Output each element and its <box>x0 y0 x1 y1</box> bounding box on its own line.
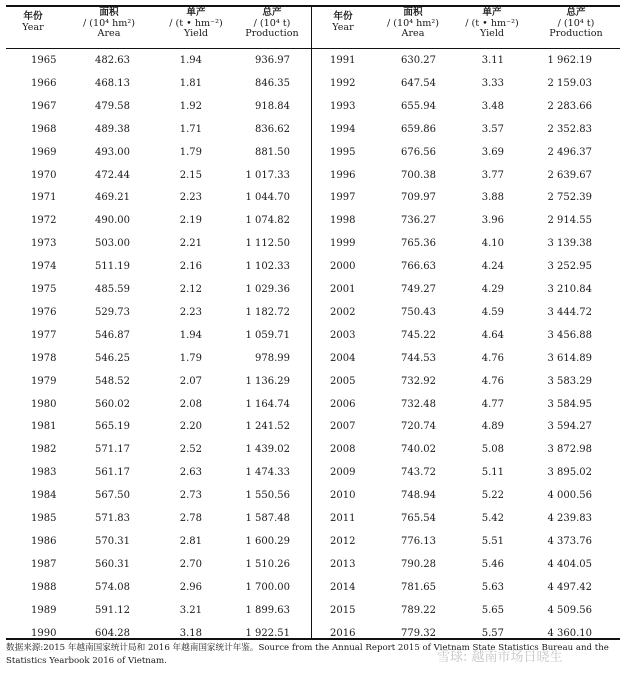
cell-area: 676.56 <box>401 146 436 158</box>
cell-yield: 3.21 <box>179 604 202 616</box>
cell-area: 659.86 <box>401 123 436 135</box>
cell-yield: 1.79 <box>179 352 202 364</box>
cell-yield: 5.51 <box>481 535 504 547</box>
cell-year: 1982 <box>31 444 57 456</box>
header-year-zh: 年份 <box>333 11 353 22</box>
cell-yield: 2.08 <box>179 398 202 410</box>
cell-area: 745.22 <box>401 329 436 341</box>
cell-production: 1 112.50 <box>245 238 290 250</box>
cell-production: 1 587.48 <box>245 513 290 524</box>
table-row <box>0 508 640 530</box>
cell-yield: 2.12 <box>179 284 202 295</box>
cell-yield: 4.76 <box>481 375 504 387</box>
cell-area: 493.00 <box>95 146 130 158</box>
cell-area: 485.59 <box>95 284 130 295</box>
cell-year: 1978 <box>31 352 57 364</box>
cell-production: 2 914.55 <box>547 215 592 227</box>
header-area-en: Area <box>97 28 121 40</box>
cell-year: 2012 <box>330 535 356 547</box>
cell-year: 2009 <box>330 467 356 479</box>
cell-production: 3 139.38 <box>547 238 592 250</box>
cell-area: 570.31 <box>95 535 130 547</box>
cell-production: 4 360.10 <box>547 627 592 639</box>
cell-yield: 2.19 <box>179 215 202 227</box>
header-yield-unit: / (t • hm⁻²) <box>465 17 519 29</box>
cell-yield: 2.78 <box>179 513 202 524</box>
table-row <box>0 439 640 461</box>
cell-area: 790.28 <box>401 558 436 570</box>
header-year-left <box>8 8 58 52</box>
header-production-zh: 总产 <box>566 7 586 18</box>
cell-yield: 5.65 <box>481 604 504 616</box>
cell-production: 936.97 <box>255 55 290 66</box>
header-area-zh: 面积 <box>99 7 119 18</box>
cell-production: 2 352.83 <box>547 123 592 135</box>
cell-yield: 5.46 <box>481 558 504 570</box>
cell-area: 776.13 <box>401 535 436 547</box>
cell-production: 1 474.33 <box>245 467 290 479</box>
cell-year: 1979 <box>31 375 57 387</box>
cell-year: 1999 <box>330 238 356 250</box>
table-row <box>0 119 640 141</box>
cell-yield: 3.11 <box>481 55 504 66</box>
cell-yield: 3.33 <box>481 77 504 89</box>
cell-year: 1966 <box>31 77 57 89</box>
header-yield-unit: / (t • hm⁻²) <box>169 17 223 29</box>
cell-yield: 2.73 <box>179 490 202 502</box>
table-row <box>0 554 640 576</box>
cell-yield: 2.16 <box>179 261 202 273</box>
cell-year: 1990 <box>31 627 57 639</box>
cell-area: 781.65 <box>401 581 436 593</box>
cell-area: 561.17 <box>95 467 130 479</box>
cell-yield: 4.64 <box>481 329 504 341</box>
table-row <box>0 348 640 370</box>
cell-yield: 2.20 <box>179 421 202 433</box>
cell-year: 2016 <box>330 627 356 639</box>
cell-yield: 3.96 <box>481 215 504 227</box>
cell-area: 468.13 <box>95 77 130 89</box>
cell-year: 2006 <box>330 398 356 410</box>
header-yield-zh: 单产 <box>186 7 206 18</box>
header-yield-left <box>156 8 236 48</box>
cell-yield: 2.21 <box>179 238 202 250</box>
cell-year: 1967 <box>31 100 57 112</box>
cell-production: 1 550.56 <box>245 490 290 502</box>
cell-area: 736.27 <box>401 215 436 227</box>
table-row <box>0 256 640 278</box>
cell-production: 1 510.26 <box>245 558 290 570</box>
cell-production: 2 159.03 <box>547 77 592 89</box>
table-row <box>0 485 640 507</box>
table-row <box>0 577 640 599</box>
cell-production: 1 059.71 <box>245 329 290 341</box>
cell-production: 2 639.67 <box>547 169 592 181</box>
cell-year: 1984 <box>31 490 57 502</box>
cell-area: 469.21 <box>95 192 130 204</box>
cell-production: 918.84 <box>255 100 290 112</box>
cell-year: 1976 <box>31 306 57 318</box>
cell-production: 3 456.88 <box>547 329 592 341</box>
cell-production: 1 182.72 <box>245 306 290 318</box>
watermark: 雪球: 越南市场日晓生 <box>437 650 563 665</box>
table-row <box>0 371 640 393</box>
cell-year: 1971 <box>31 192 57 204</box>
cell-yield: 4.76 <box>481 352 504 364</box>
cell-year: 1991 <box>330 55 356 66</box>
cell-area: 546.87 <box>95 329 130 341</box>
header-production-en: Production <box>245 28 299 40</box>
cell-area: 482.63 <box>95 55 130 66</box>
cell-area: 604.28 <box>95 627 130 639</box>
cell-yield: 3.18 <box>179 627 202 639</box>
cell-area: 740.02 <box>401 444 436 456</box>
cell-year: 1985 <box>31 513 57 524</box>
cell-year: 1998 <box>330 215 356 227</box>
cell-yield: 2.96 <box>179 581 202 593</box>
cell-yield: 5.57 <box>481 627 504 639</box>
cell-area: 765.36 <box>401 238 436 250</box>
cell-yield: 2.15 <box>179 169 202 181</box>
cell-yield: 4.59 <box>481 306 504 318</box>
cell-area: 766.63 <box>401 261 436 273</box>
header-production-unit: / (10⁴ t) <box>253 17 291 29</box>
cell-year: 1992 <box>330 77 356 89</box>
cell-production: 3 872.98 <box>547 444 592 456</box>
cell-production: 1 922.51 <box>245 627 290 639</box>
cell-year: 1972 <box>31 215 57 227</box>
cell-area: 503.00 <box>95 238 130 250</box>
cell-area: 709.97 <box>401 192 436 204</box>
cell-yield: 4.10 <box>481 238 504 250</box>
cell-year: 2014 <box>330 581 356 593</box>
cell-yield: 1.79 <box>179 146 202 158</box>
header-area-zh: 面积 <box>403 7 423 18</box>
cell-year: 2000 <box>330 261 356 273</box>
cell-yield: 2.07 <box>179 375 202 387</box>
header-year-right <box>320 8 366 52</box>
cell-production: 1 241.52 <box>245 421 290 433</box>
table-row <box>0 142 640 164</box>
cell-year: 1969 <box>31 146 57 158</box>
cell-production: 3 210.84 <box>547 284 592 295</box>
cell-production: 1 029.36 <box>245 284 290 295</box>
cell-production: 3 614.89 <box>547 352 592 364</box>
cell-year: 1965 <box>31 55 57 66</box>
cell-area: 567.50 <box>95 490 130 502</box>
table-row <box>0 416 640 438</box>
cell-yield: 5.42 <box>481 513 504 524</box>
cell-production: 3 252.95 <box>547 261 592 273</box>
cell-yield: 4.29 <box>481 284 504 295</box>
table-row <box>0 600 640 622</box>
cell-production: 846.35 <box>255 77 290 89</box>
cell-area: 546.25 <box>95 352 130 364</box>
cell-year: 1997 <box>330 192 356 204</box>
cell-area: 732.92 <box>401 375 436 387</box>
cell-production: 2 752.39 <box>547 192 592 204</box>
cell-yield: 5.08 <box>481 444 504 456</box>
cell-production: 1 439.02 <box>245 444 290 456</box>
table-row <box>0 96 640 118</box>
cell-yield: 2.63 <box>179 467 202 479</box>
header-yield-right <box>452 8 532 48</box>
cell-area: 574.08 <box>95 581 130 593</box>
cell-production: 1 899.63 <box>245 604 290 616</box>
cell-area: 591.12 <box>95 604 130 616</box>
cell-year: 1987 <box>31 558 57 570</box>
cell-year: 2004 <box>330 352 356 364</box>
table-row <box>0 302 640 324</box>
cell-year: 1980 <box>31 398 57 410</box>
table-row <box>0 462 640 484</box>
cell-yield: 5.11 <box>481 467 504 479</box>
cell-area: 560.02 <box>95 398 130 410</box>
cell-yield: 2.23 <box>179 306 202 318</box>
cell-production: 1 044.70 <box>245 192 290 204</box>
cell-year: 1968 <box>31 123 57 135</box>
cell-year: 1983 <box>31 467 57 479</box>
cell-production: 3 584.95 <box>547 398 592 410</box>
header-production-zh: 总产 <box>262 7 282 18</box>
cell-year: 1973 <box>31 238 57 250</box>
cell-area: 744.53 <box>401 352 436 364</box>
cell-year: 1995 <box>330 146 356 158</box>
cell-production: 3 444.72 <box>547 306 592 318</box>
cell-yield: 1.94 <box>179 329 202 341</box>
cell-year: 1974 <box>31 261 57 273</box>
table-row <box>0 531 640 553</box>
cell-year: 2001 <box>330 284 356 295</box>
cell-yield: 1.71 <box>179 123 202 135</box>
header-production-unit: / (10⁴ t) <box>557 17 595 29</box>
header-year-en: Year <box>332 21 354 33</box>
cell-yield: 2.23 <box>179 192 202 204</box>
cell-year: 2007 <box>330 421 356 433</box>
cell-area: 749.27 <box>401 284 436 295</box>
cell-year: 1988 <box>31 581 57 593</box>
table-row <box>0 233 640 255</box>
cell-yield: 1.92 <box>179 100 202 112</box>
header-production-en: Production <box>549 28 603 40</box>
cell-year: 1996 <box>330 169 356 181</box>
cell-production: 3 895.02 <box>547 467 592 479</box>
cell-yield: 5.22 <box>481 490 504 502</box>
cell-year: 2013 <box>330 558 356 570</box>
cell-yield: 4.89 <box>481 421 504 433</box>
header-yield-zh: 单产 <box>482 7 502 18</box>
cell-production: 836.62 <box>255 123 290 135</box>
cell-production: 1 600.29 <box>245 535 290 547</box>
cell-yield: 5.63 <box>481 581 504 593</box>
cell-year: 2008 <box>330 444 356 456</box>
cell-yield: 4.24 <box>481 261 504 273</box>
cell-production: 1 074.82 <box>245 215 290 227</box>
cell-area: 647.54 <box>401 77 436 89</box>
table-row <box>0 279 640 301</box>
cell-year: 2005 <box>330 375 356 387</box>
cell-year: 2011 <box>330 513 356 524</box>
cell-yield: 3.77 <box>481 169 504 181</box>
cell-area: 489.38 <box>95 123 130 135</box>
cell-year: 1977 <box>31 329 57 341</box>
cell-area: 560.31 <box>95 558 130 570</box>
table-row <box>0 165 640 187</box>
header-year-en: Year <box>22 21 44 33</box>
cell-production: 1 700.00 <box>245 581 290 593</box>
cell-yield: 1.81 <box>179 77 202 89</box>
header-area-left <box>68 8 150 48</box>
cell-area: 655.94 <box>401 100 436 112</box>
cell-year: 1993 <box>330 100 356 112</box>
cell-area: 789.22 <box>401 604 436 616</box>
cell-production: 4 373.76 <box>547 535 592 547</box>
cell-production: 1 017.33 <box>245 169 290 181</box>
cell-area: 529.73 <box>95 306 130 318</box>
cell-area: 743.72 <box>401 467 436 479</box>
cell-area: 472.44 <box>95 169 130 181</box>
table-row <box>0 394 640 416</box>
cell-year: 1981 <box>31 421 57 433</box>
cell-yield: 3.88 <box>481 192 504 204</box>
cell-production: 1 962.19 <box>547 55 592 66</box>
cell-area: 479.58 <box>95 100 130 112</box>
cell-yield: 3.69 <box>481 146 504 158</box>
cell-area: 630.27 <box>401 55 436 66</box>
cell-production: 4 497.42 <box>547 581 592 593</box>
table-row <box>0 73 640 95</box>
cell-production: 3 594.27 <box>547 421 592 433</box>
header-production-right <box>534 8 618 48</box>
cell-area: 732.48 <box>401 398 436 410</box>
cell-year: 2015 <box>330 604 356 616</box>
footnote-line-2: Statistics Yearbook 2016 of Vietnam. <box>6 656 167 666</box>
table-header-rule <box>6 48 620 49</box>
cell-area: 779.32 <box>401 627 436 639</box>
cell-year: 1989 <box>31 604 57 616</box>
cell-yield: 2.70 <box>179 558 202 570</box>
cell-area: 548.52 <box>95 375 130 387</box>
table-top-rule <box>6 5 620 7</box>
cell-area: 748.94 <box>401 490 436 502</box>
header-area-unit: / (10⁴ hm²) <box>83 17 135 29</box>
table-row <box>0 210 640 232</box>
cell-yield: 3.48 <box>481 100 504 112</box>
cell-production: 4 404.05 <box>547 558 592 570</box>
cell-production: 3 583.29 <box>547 375 592 387</box>
cell-area: 750.43 <box>401 306 436 318</box>
cell-production: 2 283.66 <box>547 100 592 112</box>
cell-yield: 1.94 <box>179 55 202 66</box>
cell-production: 1 164.74 <box>245 398 290 410</box>
header-area-en: Area <box>401 28 425 40</box>
cell-production: 4 239.83 <box>547 513 592 524</box>
cell-area: 720.74 <box>401 421 436 433</box>
table-row <box>0 187 640 209</box>
header-production-left <box>236 8 308 48</box>
cell-production: 2 496.37 <box>547 146 592 158</box>
cell-year: 1994 <box>330 123 356 135</box>
cell-area: 490.00 <box>95 215 130 227</box>
cell-area: 571.83 <box>95 513 130 524</box>
header-year-zh: 年份 <box>23 11 43 22</box>
header-area-right <box>372 8 454 48</box>
cell-yield: 4.77 <box>481 398 504 410</box>
cell-production: 978.99 <box>255 352 290 364</box>
cell-production: 4 000.56 <box>547 490 592 502</box>
table-row <box>0 50 640 72</box>
cell-production: 4 509.56 <box>547 604 592 616</box>
cell-production: 881.50 <box>255 146 290 158</box>
header-yield-en: Yield <box>479 28 505 40</box>
table-row <box>0 325 640 347</box>
cell-yield: 3.57 <box>481 123 504 135</box>
cell-year: 2002 <box>330 306 356 318</box>
cell-production: 1 136.29 <box>245 375 290 387</box>
cell-year: 2003 <box>330 329 356 341</box>
cell-area: 765.54 <box>401 513 436 524</box>
cell-year: 1986 <box>31 535 57 547</box>
cell-yield: 2.52 <box>179 444 202 456</box>
cell-area: 700.38 <box>401 169 436 181</box>
cell-area: 571.17 <box>95 444 130 456</box>
cell-area: 511.19 <box>95 261 130 273</box>
footnote-line-1: 数据来源:2015 年越南国家统计局和 2016 年越南国家统计年鉴。Source from the Annual Report 2015 of Vietnam State Statistics Bureau and the <box>6 643 609 653</box>
cell-area: 565.19 <box>95 421 130 433</box>
cell-year: 1975 <box>31 284 57 295</box>
cell-yield: 2.81 <box>179 535 202 547</box>
cell-year: 2010 <box>330 490 356 502</box>
header-yield-en: Yield <box>183 28 209 40</box>
cell-production: 1 102.33 <box>245 261 290 273</box>
header-area-unit: / (10⁴ hm²) <box>387 17 439 29</box>
cell-year: 1970 <box>31 169 57 181</box>
